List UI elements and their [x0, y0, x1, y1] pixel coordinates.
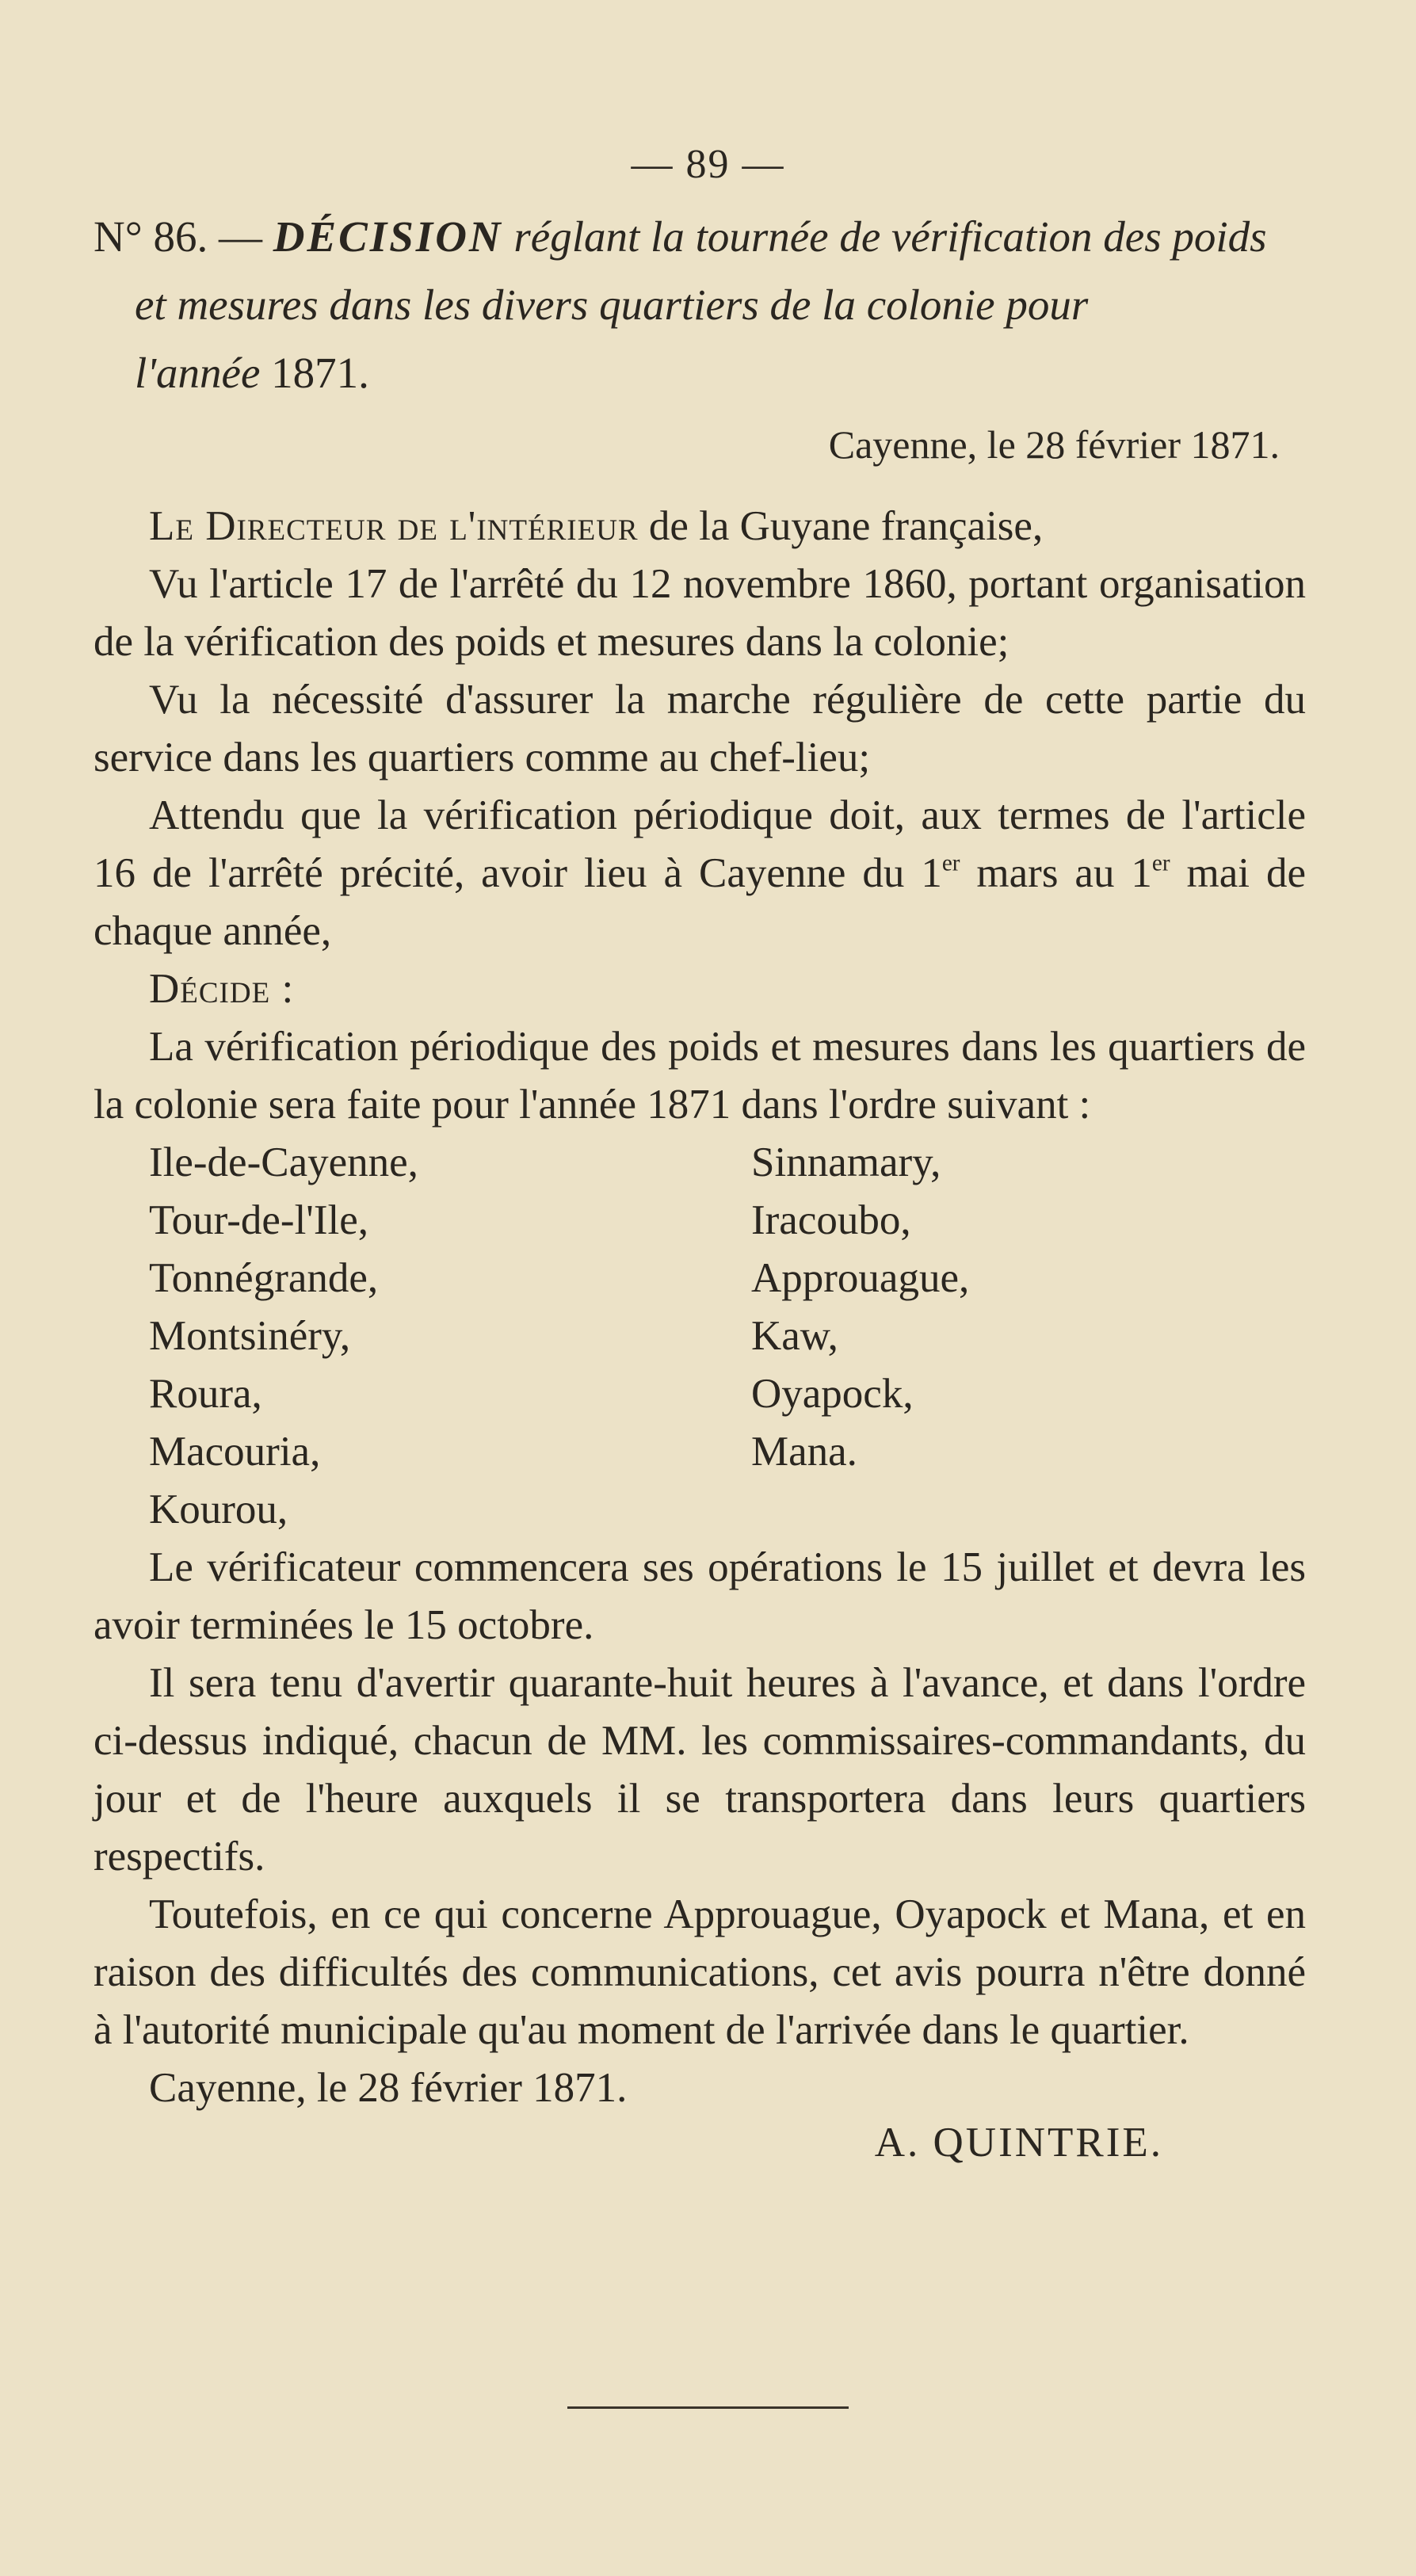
quartier-item: Montsinéry, [149, 1313, 351, 1359]
quartier-item: Tour-de-l'Ile, [149, 1197, 369, 1243]
attendu-sup-1: er [941, 850, 960, 876]
decision-word: DÉCISION [273, 212, 503, 261]
quartier-item: Ile-de-Cayenne, [149, 1139, 418, 1185]
avertir-paragraph: Il sera tenu d'avertir quarante-huit heures à l'avance, et dans l'ordre ci-dessus indiqué, chacun de MM. les commissaires-commandants, du jour et de l'heure auxquels il se transportera dans leurs quartiers respectifs. [94, 1660, 1306, 1880]
closing-rule [567, 2406, 849, 2409]
directeur-line [94, 498, 1306, 555]
title-line-3 [94, 339, 1306, 407]
title-line-2: et mesures dans les divers quartiers de la colonie pour [135, 280, 1089, 329]
quartier-item: Iracoubo, [751, 1197, 911, 1243]
quartier-item: Kaw, [751, 1313, 838, 1359]
attendu-part-c: mai de chaque année, [94, 850, 1306, 954]
verification-intro: La vérification périodique des poids et mesures dans les quartiers de la colonie sera faite pour l'année 1871 dans l'ordre suivant : [94, 1024, 1306, 1128]
dateline: Cayenne, le 28 février 1871. [828, 422, 1280, 467]
attendu-part-b: mars au 1 [960, 850, 1152, 896]
quartier-item: Sinnamary, [751, 1139, 941, 1185]
toutefois-paragraph: Toutefois, en ce qui concerne Approuague, Oyapock et Mana, et en raison des difficultés des communications, cet avis pourra n'être donné à l'autorité municipale qu'au moment de l'arrivée dans le quartier. [94, 1891, 1306, 2053]
vu-article-paragraph: Vu l'article 17 de l'arrêté du 12 novembre 1860, portant organisation de la vérification des poids et mesures dans la colonie; [94, 561, 1306, 665]
quartier-item: Oyapock, [751, 1371, 914, 1417]
decision-number: N° 86. — [94, 212, 273, 261]
quartier-item: Kourou, [149, 1486, 288, 1532]
attendu-sup-2: er [1151, 850, 1170, 876]
page-number: — 89 — [631, 142, 785, 187]
closing-date: Cayenne, le 28 février 1871. [149, 2065, 628, 2111]
quartier-item: Approuague, [751, 1255, 970, 1301]
attendu-part-a: Attendu que la vérification périodique doit, aux termes de l'article 16 de l'arrêté précité, avoir lieu à Cayenne du 1 [94, 792, 1306, 896]
directeur-title: Le Directeur de l'intérieur [149, 503, 639, 549]
vu-necessite-paragraph: Vu la nécessité d'assurer la marche régulière de cette partie du service dans les quartiers comme au chef-lieu; [94, 677, 1306, 780]
title-line-3-italic: l'année [135, 349, 272, 397]
directeur-rest: de la Guyane française, [638, 503, 1044, 549]
quartier-item: Tonnégrande, [149, 1255, 379, 1301]
title-line-1-rest: réglant la tournée de vérification des poids [502, 212, 1267, 261]
title-year: 1871. [271, 349, 369, 397]
decision-title [94, 203, 1306, 407]
verificateur-paragraph: Le vérificateur commencera ses opérations le 15 juillet et devra les avoir terminées le 15 octobre. [94, 1544, 1306, 1648]
attendu-paragraph [94, 787, 1306, 960]
decision-body [94, 498, 1306, 2172]
signature: A. QUINTRIE. [874, 2120, 1163, 2166]
quartiers-list [149, 1134, 1306, 1539]
quartier-item: Macouria, [149, 1429, 321, 1475]
quartier-item: Mana. [751, 1429, 857, 1475]
quartier-item: Roura, [149, 1371, 262, 1417]
decide-heading: Décide : [149, 966, 295, 1012]
quartier-empty [751, 1481, 1353, 1539]
title-line-1 [94, 203, 1306, 271]
